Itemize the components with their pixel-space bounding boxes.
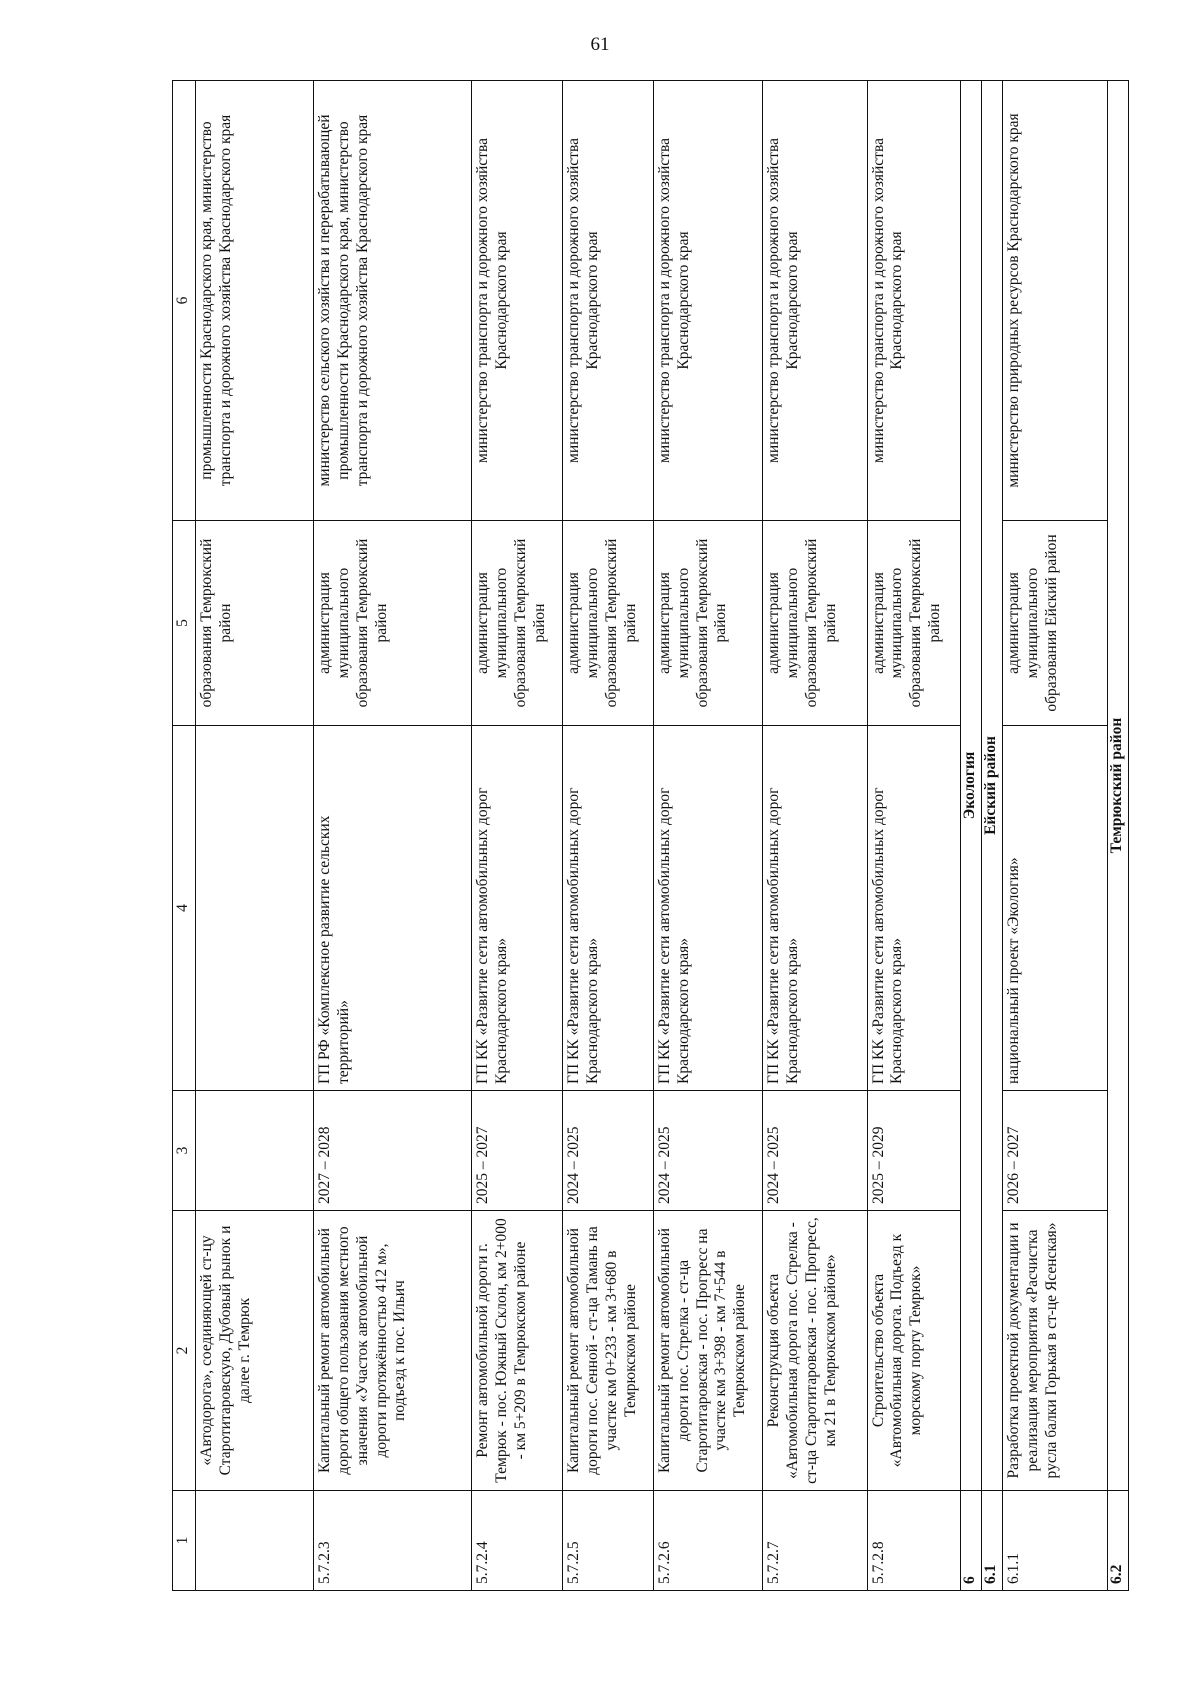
period: 2025 – 2027 [472,1091,563,1211]
row-number: 5.7.2.3 [313,1491,472,1591]
row-number: 5.7.2.7 [763,1491,867,1591]
period: 2025 – 2029 [867,1091,961,1211]
row-number: 5.7.2.8 [867,1491,961,1591]
coexecutor: министерство транспорта и дорожного хозяйства Краснодарского края [763,81,867,521]
page-number: 61 [590,34,610,55]
row-number: 5.7.2.5 [563,1491,654,1591]
program: ГП КК «Развитие сети автомобильных дорог Краснодарского края» [763,726,867,1091]
coexecutor: промышленности Краснодарского края, министерство транспорта и дорожного хозяйства Краснодарского края [196,81,314,521]
program: ГП КК «Развитие сети автомобильных дорог Краснодарского края» [563,726,654,1091]
table-row [563,81,654,1591]
coexecutor: министерство транспорта и дорожного хозяйства Краснодарского края [472,81,563,521]
section-title: Темрюкский район [1108,81,1129,1491]
coexecutor: министерство транспорта и дорожного хозяйства Краснодарского края [867,81,961,521]
column-number: 4 [173,726,196,1091]
section-title: Ейский район [982,81,1003,1491]
period: 2026 – 2027 [1002,1091,1107,1211]
program: ГП КК «Развитие сети автомобильных дорог Краснодарского края» [472,726,563,1091]
measure-name: Капитальный ремонт автомобильной дороги общего пользования местного значения «Участок автомобильной дороги протяжённостью 412 м», подъезд к пос. Ильич [313,1211,472,1491]
executor: администрация муниципального образования Темрюкский район [763,521,867,726]
section-row [961,81,982,1591]
coexecutor: министерство сельского хозяйства и перерабатывающей промышленности Краснодарского края, министерство транспорта и дорожного хозяйства Краснодарского края [313,81,472,521]
rotated-table-container [172,81,1129,1591]
section-row [1108,81,1129,1591]
period: 2027 – 2028 [313,1091,472,1211]
table-row [867,81,961,1591]
program: ГП КК «Развитие сети автомобильных дорог Краснодарского края» [653,726,762,1091]
column-number: 2 [173,1211,196,1491]
coexecutor: министерство транспорта и дорожного хозяйства Краснодарского края [563,81,654,521]
measure-name: Капитальный ремонт автомобильной дороги пос. Сенной - ст-ца Тамань на участке км 0+233 - км 3+680 в Темрюкском районе [563,1211,654,1491]
period: 2024 – 2025 [653,1091,762,1211]
measure-name: Строительство объекта «Автомобильная дорога. Подъезд к морскому порту Темрюк» [867,1211,961,1491]
section-number: 6 [961,1491,982,1591]
section-number: 6.1 [982,1491,1003,1591]
row-number: 5.7.2.6 [653,1491,762,1591]
measure-name: Ремонт автомобильной дороги г. Темрюк - пос. Южный Склон, км 2+000 - км 5+209 в Темрюкском районе [472,1211,563,1491]
executor: администрация муниципального образования Ейский район [1002,521,1107,726]
column-number: 1 [173,1491,196,1591]
column-number: 5 [173,521,196,726]
row-number [196,1491,314,1591]
executor: администрация муниципального образования Темрюкский район [563,521,654,726]
executor: администрация муниципального образования Темрюкский район [867,521,961,726]
table-row [763,81,867,1591]
section-number: 6.2 [1108,1491,1129,1591]
executor: администрация муниципального образования Темрюкский район [472,521,563,726]
table-row [1002,81,1107,1591]
program: ГП КК «Развитие сети автомобильных дорог Краснодарского края» [867,726,961,1091]
executor: образования Темрюкский район [196,521,314,726]
period: 2024 – 2025 [763,1091,867,1211]
table-row [313,81,472,1591]
measure-name: Реконструкция объекта «Автомобильная дорога пос. Стрелка - ст-ца Старотитаровская - пос. Прогресс, км 21 в Темрюкском районе» [763,1211,867,1491]
table-row [196,81,314,1591]
table-row [472,81,563,1591]
executor: администрация муниципального образования Темрюкский район [653,521,762,726]
executor: администрация муниципального образования Темрюкский район [313,521,472,726]
section-row [982,81,1003,1591]
coexecutor: министерство транспорта и дорожного хозяйства Краснодарского края [653,81,762,521]
program: ГП РФ «Комплексное развитие сельских территорий» [313,726,472,1091]
measure-name: «Автодорога», соединяющей ст-цу Старотитаровскую, Дубовый рынок и далее г. Темрюк [196,1211,314,1491]
period [196,1091,314,1211]
row-number: 5.7.2.4 [472,1491,563,1591]
measures-table [172,80,1129,1591]
row-number: 6.1.1 [1002,1491,1107,1591]
column-number: 6 [173,81,196,521]
program [196,726,314,1091]
section-title: Экология [961,81,982,1491]
program: национальный проект «Экология» [1002,726,1107,1091]
column-number-row [173,81,196,1591]
measure-name: Разработка проектной документации и реализация мероприятия «Расчистка русла балки Горькая в ст-це Ясенская» [1002,1211,1107,1491]
table-row [653,81,762,1591]
column-number: 3 [173,1091,196,1211]
measure-name: Капитальный ремонт автомобильной дороги пос. Стрелка - ст-ца Старотитаровская - пос. Прогресс на участке км 3+398 - км 7+544 в Темрюкском районе [653,1211,762,1491]
coexecutor: министерство природных ресурсов Краснодарского края [1002,81,1107,521]
period: 2024 – 2025 [563,1091,654,1211]
